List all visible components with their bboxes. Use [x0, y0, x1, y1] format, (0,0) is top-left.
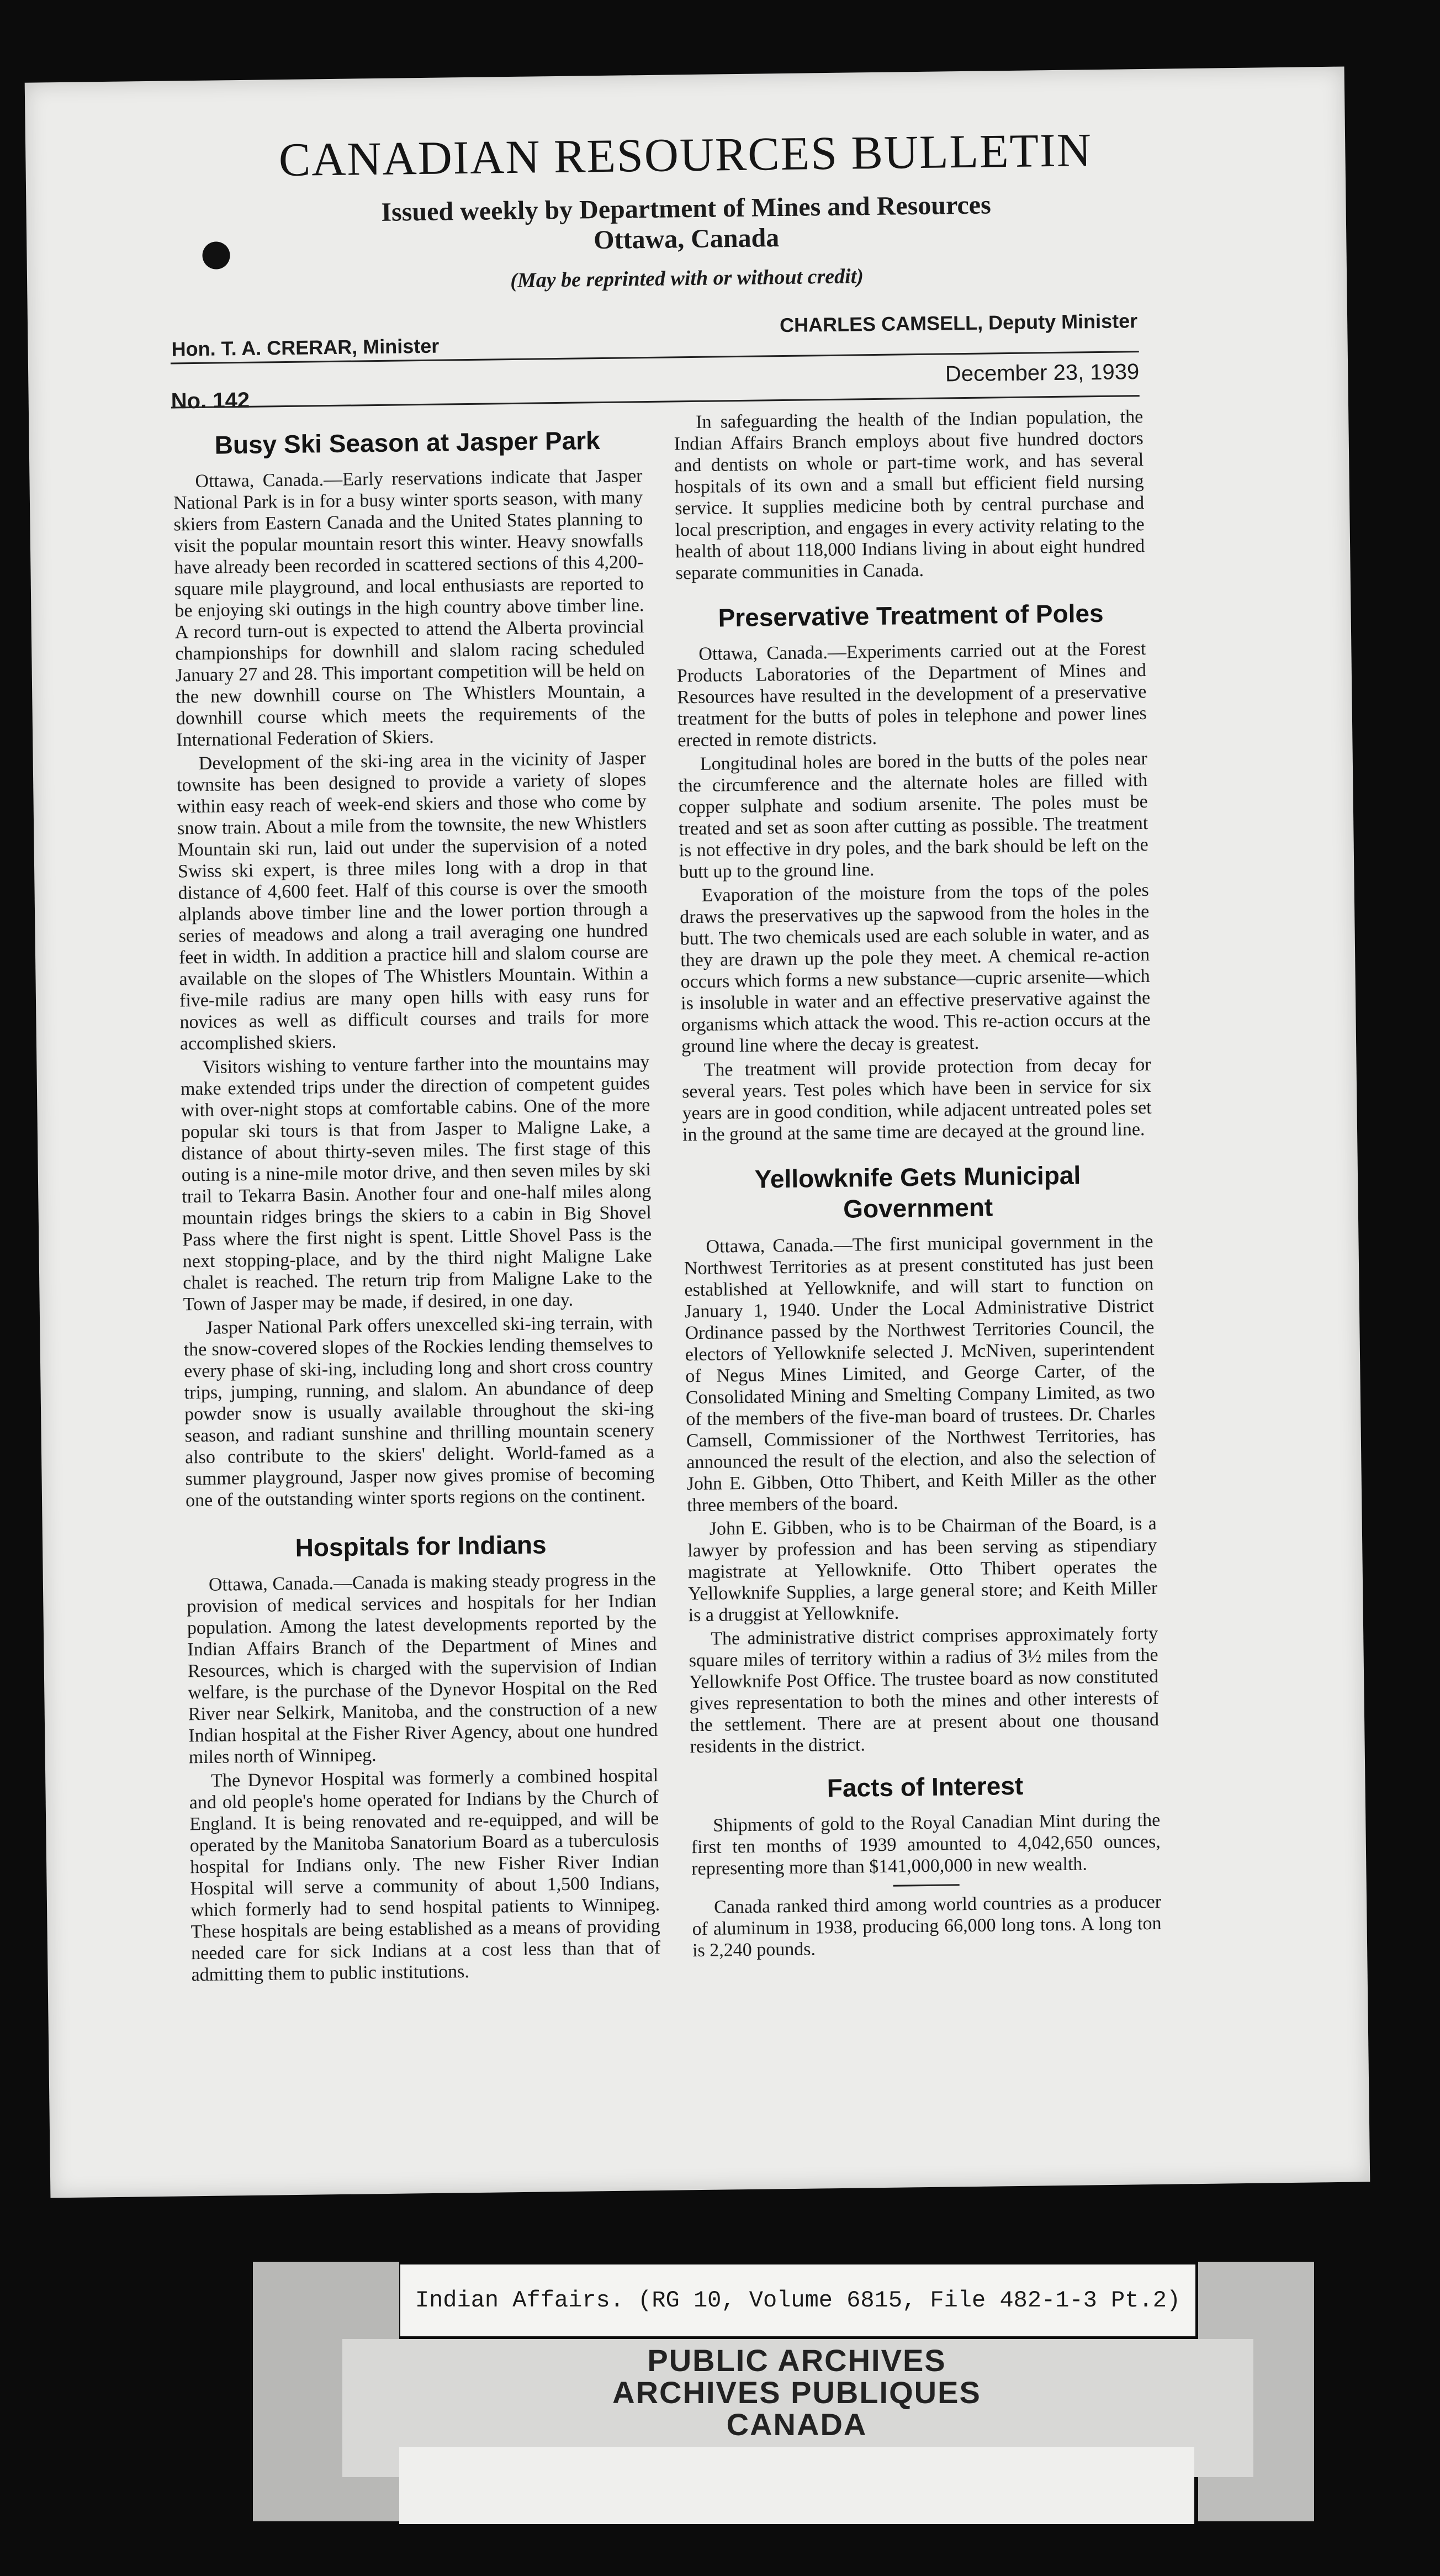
location-line: Ottawa, Canada	[593, 223, 780, 255]
archive-stamp	[399, 2345, 1194, 2441]
article-heading: Facts of Interest	[827, 1771, 1024, 1803]
bulletin-page	[25, 67, 1370, 2198]
officials-line	[171, 309, 1138, 361]
minister-name: Hon. T. A. CRERAR, Minister	[171, 334, 440, 361]
article-heading: Preservative Treatment of Poles	[718, 598, 1104, 632]
article-paragraph: Ottawa, Canada.—Canada is making steady progress in the provision of medical services and hospitals for her Indian population. Among the latest developments reported by the Indian Affairs Branch of the Department of Mines and Resources, which is charged with the supervision of Indian welfare, is the purchase of the Dynevor Hospital on the Red River near Selkirk, Manitoba, and the construction of a new Indian hospital at the Fisher River Agency, about one hundred miles north of Winnipeg.	[187, 1569, 658, 1768]
article-paragraph: Visitors wishing to venture farther into the mountains may make extended trips under the direction of competent guides with over-night stops at comfortable cabins. One of the more popular ski tours is that from Jasper to Maligne Lake, a distance of about thirty-seven miles. The first stage of this outing is a nine-mile motor drive, and then seven miles by ski trail to Tekarra Basin. Another four and one-half miles along mountain ridges brings the skiers to a cabin in Big Shovel Pass where the first night is spent. Little Shovel Pass is the next stopping-place, and by the third night Maligne Lake chalet is reached. The return trip from Maligne Lake to the Town of Jasper may be made, if desired, in one day.	[180, 1052, 653, 1315]
article-paragraph: Longitudinal holes are bored in the butts of the poles near the circumference and the alternate holes are filled with copper sulphate and sodium arsenite. The poles must be treated and set as soon after cutting as possible. The treatment is not effective in dry poles, and the bark should be left on the butt up to the ground line.	[678, 748, 1148, 883]
archive-stamp-line: CANADA	[726, 2407, 867, 2442]
article-heading: Yellowknife Gets Municipal Government	[754, 1160, 1081, 1223]
article-paragraph: In safeguarding the health of the Indian population, the Indian Affairs Branch employs about five hundred doctors and dentists on whole or part-time work, and has several hospitals of its own and a small but efficient field nursing service. It supplies medicine both by central purchase and local prescription, and engages in every activity relating to the health of about 118,000 Indians living in about eight hundred separate communities in Canada.	[674, 407, 1145, 584]
article-paragraph: Jasper National Park offers unexcelled ski-ing terrain, with the snow-covered slopes of the Rockies lending themselves to every phase of ski-ing, including long and short cross country trips, jumping, running, and slalom. An abundance of deep powder snow is usually available throughout the ski-ing season, and radiant sunshine and thrilling mountain scenery also contribute to the skiers' delight. World-famed as a summer playground, Jasper now gives promise of becoming one of the outstanding winter sports regions on the continent.	[183, 1312, 655, 1511]
issue-date: December 23, 1939	[945, 360, 1140, 387]
deputy-minister-name: CHARLES CAMSELL, Deputy Minister	[779, 309, 1138, 337]
article-paragraph: Ottawa, Canada.—Experiments carried out at the Forest Products Laboratories of the Department of Mines and Resources have resulted in the development of a preservative treatment for the butts of poles in telephone and power lines erected in remote districts.	[676, 638, 1147, 751]
article-paragraph: Development of the ski-ing area in the vicinity of Jasper townsite has been designed to provide a variety of slopes within easy reach of week-end skiers and those who come by snow train. About a mile from the townsite, the new Whistlers Mountain ski run, laid out under the supervision of a noted Swiss ski expert, is three miles long with a drop in that distance of 4,600 feet. Half of this course is over the smooth alplands above timber line and the lower portion through a series of meadows and along a trail averaging one hundred feet in width. In addition a practice hill and slalom course are available on the slopes of The Whistlers Mountain. Within a five-mile radius are many open hills with easy runs for novices as well as difficult courses and trails for more accomplished skiers.	[177, 748, 649, 1054]
archive-stamp-lower	[399, 2447, 1194, 2524]
archive-stamp-line: PUBLIC ARCHIVES	[647, 2343, 946, 2378]
issued-by-line: Issued weekly by Department of Mines and Resources	[381, 190, 992, 227]
article-paragraph: Ottawa, Canada.—The first municipal government in the Northwest Territories as at present constituted has just been established at Yellowknife, and will start to function on January 1, 1940. Under the Local Administrative District Ordinance passed by the Northwest Territories Council, the electors of Yellowknife selected J. McNiven, superintendent of Negus Mines Limited, and George Carter, of the Consolidated Mining and Smelting Company Limited, as two of the members of the five-man board of trustees. Dr. Charles Camsell, Commissioner of the Northwest Territories, has announced the result of the election, and also the selection of John E. Gibben, Otto Thibert, and Keith Miller as the other three members of the board.	[684, 1231, 1156, 1516]
article-paragraph: Evaporation of the moisture from the tops of the poles draws the preservatives up the sapwood from the holes in the butt. The two chemicals used are each soluble in water, and as they are drawn up the pole they meet. A chemical re-action occurs which forms a new substance—cupric arsenite—which is insoluble in water and an effective preservative against the organisms which attack the wood. This re-action occurs at the ground line where the decay is greatest.	[680, 879, 1151, 1057]
article-paragraph: The treatment will provide protection from decay for several years. Test poles which have been in service for six years are in good condition, while adjacent untreated poles set in the ground at the same time are decayed at the ground line.	[681, 1054, 1152, 1146]
right-column	[674, 406, 1162, 1963]
reprint-note: (May be reprinted with or without credit)	[510, 265, 864, 293]
article-paragraph: Ottawa, Canada.—Early reservations indicate that Jasper National Park is in for a busy winter sports season, with many skiers from Eastern Canada and the United States planning to visit the popular mountain resort this winter. Heavy snowfalls have already been recorded in scattered sections of this 4,200-square mile playground, and local enthusiasts are reported to be enjoying ski outings in the high country above timber line. A record turn-out is expected to attend the Alberta provincial championships for downhill and slalom racing scheduled January 27 and 28. This important competition will be held on the new downhill course on The Whistlers Mountain, a downhill course which meets the requirements of the International Federation of Skiers.	[173, 466, 645, 751]
fact-aluminum: Canada ranked third among world countries as a producer of aluminum in 1938, producing 66,000 long tons. A long ton is 2,240 pounds.	[692, 1891, 1162, 1961]
bulletin-title: CANADIAN RESOURCES BULLETIN	[278, 123, 1093, 187]
archive-reference-label: Indian Affairs. (RG 10, Volume 6815, File 482-1-3 Pt.2)	[400, 2264, 1195, 2336]
left-column	[172, 412, 661, 1988]
archive-stamp-line: ARCHIVES PUBLIQUES	[612, 2375, 981, 2410]
issue-number: No. 142	[171, 388, 250, 414]
article-paragraph: The administrative district comprises approximately forty square miles of territory within a radius of 3½ miles from the Yellowknife Post Office. The trustee board as now constituted gives representation to both the mines and other interests of the settlement. There are at present about one thousand residents in the district.	[689, 1623, 1160, 1757]
masthead	[25, 119, 1347, 299]
article-columns	[172, 406, 1164, 2102]
article-heading: Hospitals for Indians	[295, 1530, 547, 1562]
article-paragraph: John E. Gibben, who is to be Chairman of the Board, is a lawyer by profession and has been serving as stipendiary magistrate at Yellowknife. Otto Thibert operates the Yellowknife Supplies, a large general store; and Keith Miller is a druggist at Yellowknife.	[687, 1513, 1158, 1626]
fact-gold: Shipments of gold to the Royal Canadian Mint during the first ten months of 1939 amounted to 4,042,650 ounces, representing more than $141,000,000 in new wealth.	[691, 1809, 1161, 1880]
article-paragraph: The Dynevor Hospital was formerly a combined hospital and old people's home operated for Indians by the Church of England. It is being renovated and re-equipped, and will be operated by the Manitoba Sanatorium Board as a tuberculosis hospital for Indians only. The new Fisher River Indian Hospital will serve a community of about 1,500 Indians, which formerly had to send hospital patients to Winnipeg. These hospitals are being established as a means of providing needed care for sick Indians at a cost less than that of admitting them to public institutions.	[189, 1765, 661, 1986]
fact-divider	[893, 1884, 960, 1886]
dateline	[171, 356, 1140, 414]
article-heading: Busy Ski Season at Jasper Park	[214, 426, 601, 460]
